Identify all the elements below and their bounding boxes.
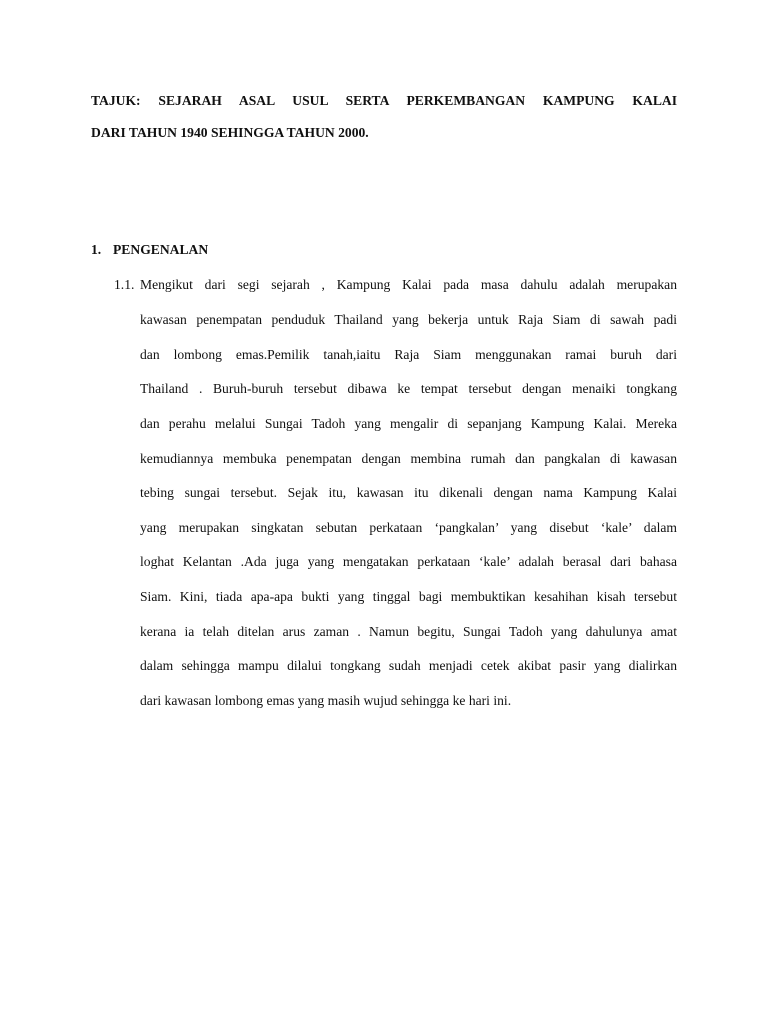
paragraph-line: kawasan penempatan penduduk Thailand yang bekerja untuk Raja Siam di sawah padi [140,312,677,327]
paragraph-line: Siam. Kini, tiada apa-apa bukti yang tinggal bagi membuktikan kesahihan kisah tersebut [140,589,677,604]
title-line-2: DARI TAHUN 1940 SEHINGGA TAHUN 2000. [91,125,369,140]
paragraph-line: Mengikut dari segi sejarah , Kampung Kalai pada masa dahulu adalah merupakan [140,277,677,292]
paragraph-line: yang merupakan singkatan sebutan perkataan ‘pangkalan’ yang disebut ‘kale’ dalam [140,520,677,535]
paragraph-number: 1.1. [114,277,135,292]
paragraph-line: dan perahu melalui Sungai Tadoh yang mengalir di sepanjang Kampung Kalai. Mereka [140,416,677,431]
paragraph-line: Thailand . Buruh-buruh tersebut dibawa ke tempat tersebut dengan menaiki tongkang [140,381,677,396]
paragraph-line: dari kawasan lombong emas yang masih wujud sehingga ke hari ini. [140,693,512,708]
paragraph-line: loghat Kelantan .Ada juga yang mengatakan perkataan ‘kale’ adalah berasal dari bahasa [140,554,677,569]
section-title: PENGENALAN [113,242,209,257]
paragraph-line: kerana ia telah ditelan arus zaman . Namun begitu, Sungai Tadoh yang dahulunya amat [140,624,677,639]
title-line-1: TAJUK: SEJARAH ASAL USUL SERTA PERKEMBANGAN KAMPUNG KALAI [91,93,677,108]
paragraph-line: dan lombong emas.Pemilik tanah,iaitu Raja Siam menggunakan ramai buruh dari [140,347,677,362]
section-heading [91,241,208,259]
section-number: 1. [91,242,102,257]
paragraph-line: dalam sehingga mampu dilalui tongkang sudah menjadi cetek akibat pasir yang dialirkan [140,658,677,673]
paragraph-line: kemudiannya membuka penempatan dengan membina rumah dan pangkalan di kawasan [140,451,677,466]
paragraph-line: tebing sungai tersebut. Sejak itu, kawasan itu dikenali dengan nama Kampung Kalai [140,485,677,500]
